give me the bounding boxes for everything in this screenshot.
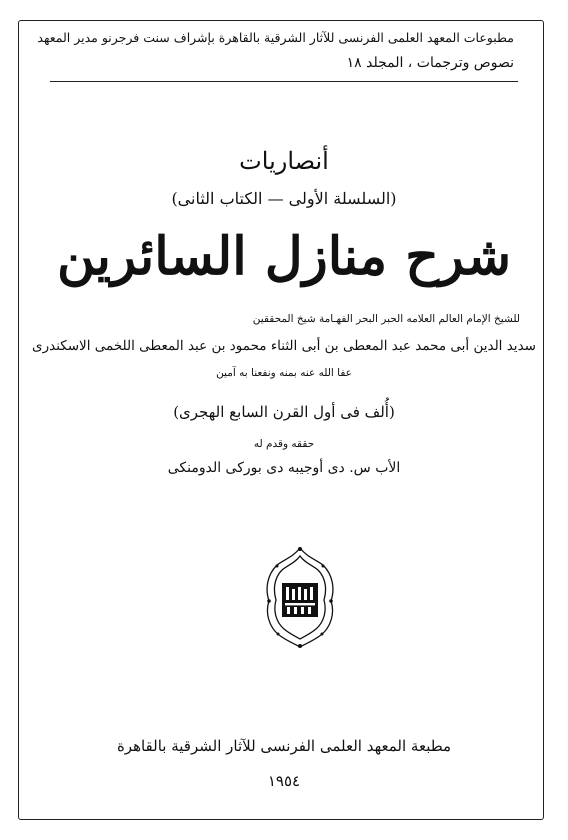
ornamental-emblem-icon	[263, 545, 337, 649]
composition-century: (أُلف فى أول القرن السابع الهجرى)	[173, 403, 395, 421]
author-name: سديد الدين أبى محمد عبد المعطى بن أبى الثناء محمود بن عبد المعطى اللخمى الاسكندرى	[32, 338, 536, 354]
header-divider	[50, 81, 518, 82]
publication-year: ١٩٥٤	[267, 772, 301, 790]
blessing-line: عفا الله عنه بمنه ونفعنا به آمين	[216, 367, 352, 379]
book-title: شرح منازل السائرين	[56, 226, 512, 287]
series-info: (السلسلة الأولى — الكتاب الثانى)	[171, 189, 397, 208]
edited-by-label: حققه وقدم له	[253, 438, 315, 450]
editor-name: الأب س. دى أوجيبه دى بوركى الدومنكى	[167, 460, 401, 476]
series-line: مطبوعات المعهد العلمى الفرنسى للآثار الشرقية بالقاهرة بإشراف سنت فرجرنو مدير المعهد	[37, 30, 514, 45]
publisher-imprint: مطبعة المعهد العلمى الفرنسى للآثار الشرقية بالقاهرة	[116, 737, 452, 755]
collection-line: نصوص وترجمات ، المجلد ١٨	[346, 55, 514, 71]
author-honorific-line: للشيخ الإمام العالم العلامه الحبر البحر الفهـامة شيخ المحققين	[252, 313, 520, 325]
ansariyat-heading: أنصاريات	[239, 147, 329, 175]
